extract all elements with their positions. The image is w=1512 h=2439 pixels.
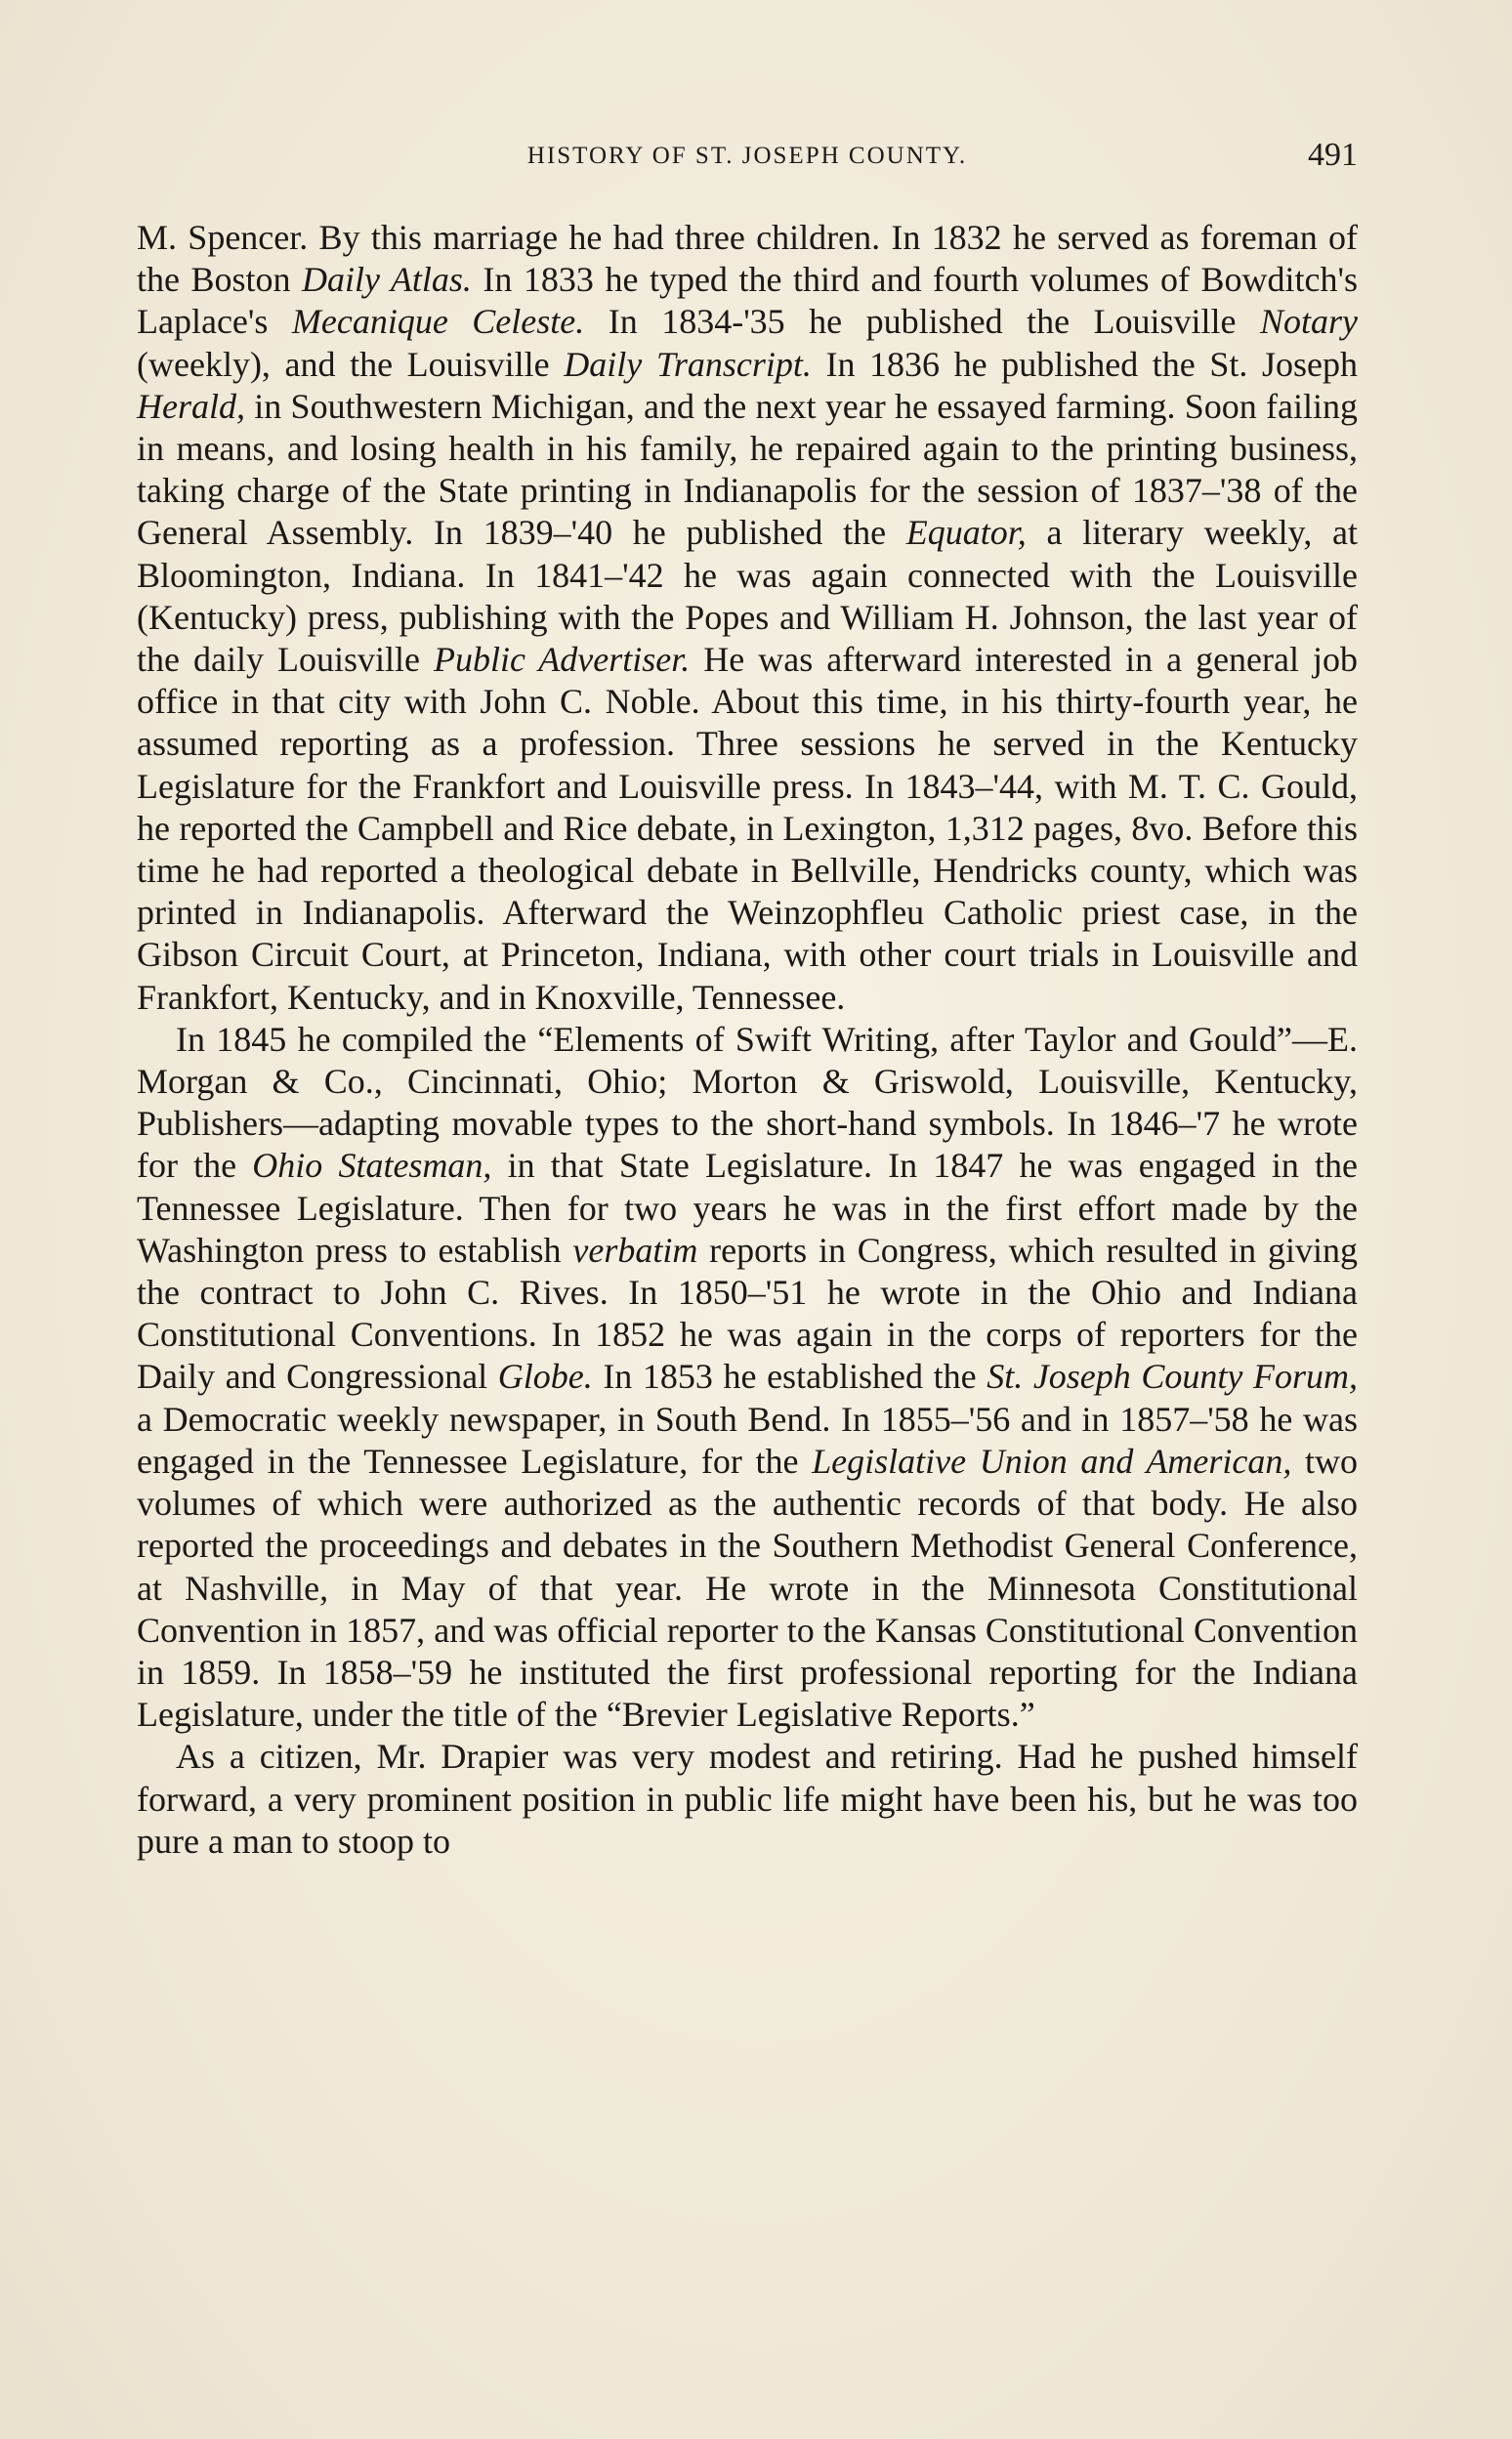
text-run: M. Spencer. By this marriage he had three children. In 1832 he served as foreman of the Boston (137, 218, 1358, 300)
paragraph (137, 217, 1358, 1019)
paragraph (137, 1736, 1358, 1863)
italic-text: Globe. (497, 1357, 593, 1397)
text-run: a Democratic weekly newspaper, in South Bend. In 1855–'56 and in 1857–'58 he was engaged in the Tennessee Legislature, for the (137, 1399, 1358, 1481)
text-run: He was afterward interested in a general job office in that city with John C. Noble. About this time, in his thirty-fourth year, he assumed reporting as a profession. Three sessions he served in the Kentucky Legislature for the Frankfort and Louisville press. In 1843–'44, with M. T. C. Gould, he reported the Campbell and Rice debate, in Lexington, 1,312 pages, 8vo. Before this time he had reported a theological debate in Bellville, Hendricks county, which was printed in Indianapolis. Afterward the Weinzophfleu Catholic priest case, in the Gibson Circuit Court, at Princeton, Indiana, with other court trials in Louisville and Frankfort, Kentucky, and in Knoxville, Tennessee. (137, 640, 1358, 1017)
running-head: HISTORY OF ST. JOSEPH COUNTY. (526, 143, 968, 169)
text-run: In 1833 he typed the third and fourth volumes of Bowditch's Laplace's (137, 260, 1358, 342)
text-run: in that State Legislature. In 1847 he was engaged in the Tennessee Legislature. Then for two years he was in the first effort made by the Washington press to establish (137, 1146, 1358, 1270)
italic-text: Ohio Statesman, (252, 1146, 492, 1186)
text-run: a literary weekly, at Bloomington, Indiana. In 1841–'42 he was again connected with the Louisville (Kentucky) press, publishing with the Popes and William H. Johnson, the last year of the daily Louisville (137, 513, 1358, 680)
text-run: As a citizen, Mr. Drapier was very modest and retiring. Had he pushed himself forward, a very prominent position in public life might have been his, but he was too pure a man to stoop to (137, 1737, 1358, 1861)
italic-text: Daily Transcript. (564, 344, 812, 384)
text-run: (weekly), and the Louisville (137, 344, 565, 384)
italic-text: St. Joseph County Forum, (987, 1357, 1358, 1397)
page-header (137, 137, 1358, 176)
italic-text: Legislative Union and American, (812, 1441, 1292, 1481)
italic-text: Public Advertiser. (433, 640, 691, 680)
italic-text: Daily Atlas. (302, 260, 472, 300)
italic-text: Herald, (137, 386, 245, 426)
italic-text: Notary (1260, 302, 1359, 342)
text-run: two volumes of which were authorized as the authentic records of that body. He also reported the proceedings and debates in the Southern Methodist General Conference, at Nashville, in May of that year. He wrote in the Minnesota Constitutional Convention in 1857, and was official reporter to the Kansas Constitutional Convention in 1859. In 1858–'59 he instituted the first professional reporting for the Indiana Legislature, under the title of the “Brevier Legislative Reports.” (137, 1441, 1358, 1735)
italic-text: verbatim (572, 1230, 698, 1270)
italic-text: Mecanique Celeste. (291, 302, 585, 342)
text-run: In 1834-'35 he published the Louisville (584, 302, 1260, 342)
text-run: in Southwestern Michigan, and the next year he essayed farming. Soon failing in means, and losing health in his family, he repaired again to the printing business, taking charge of the State printing in Indianapolis for the session of 1837–'38 of the General Assembly. In 1839–'40 he published the (137, 386, 1358, 553)
paragraph (137, 1019, 1358, 1736)
body-text (137, 217, 1358, 1863)
text-run: In 1853 he established the (592, 1357, 987, 1397)
italic-text: Equator, (905, 513, 1027, 553)
text-run: reports in Congress, which resulted in giving the contract to John C. Rives. In 1850–'51 he wrote in the Ohio and Indiana Constitutional Conventions. In 1852 he was again in the corps of reporters for the Daily and Congressional (137, 1230, 1358, 1397)
text-run: In 1845 he compiled the “Elements of Swift Writing, after Taylor and Gould”—E. Morgan & Co., Cincinnati, Ohio; Morton & Griswold, Louisville, Kentucky, Publishers—adapting movable types to the short-hand symbols. In 1846–'7 he wrote for the (137, 1019, 1358, 1186)
text-run: In 1836 he published the St. Joseph (811, 344, 1358, 384)
page-number: 491 (1308, 137, 1358, 173)
